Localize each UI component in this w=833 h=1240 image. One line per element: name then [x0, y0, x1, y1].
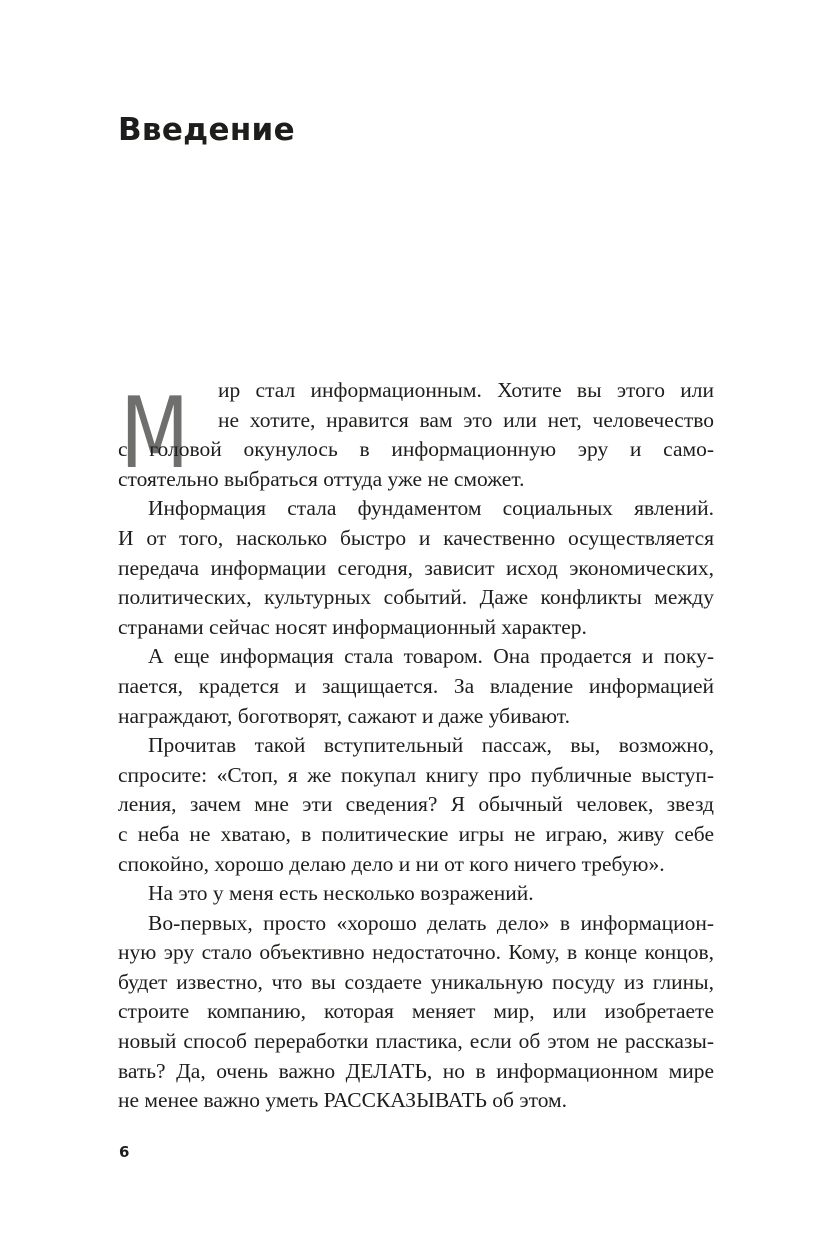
text-line: спокойно, хорошо делаю дело и ни от кого ничего требую». — [118, 851, 665, 876]
text-line: Прочитав такой вступительный пассаж, вы, возможно, — [148, 733, 714, 758]
paragraph — [118, 879, 714, 909]
text-line: странами сейчас носят информационный характер. — [118, 614, 587, 639]
text-line: На это у меня есть несколько возражений. — [148, 881, 534, 906]
text-line: политических, культурных событий. Даже конфликты между — [118, 585, 714, 610]
text-line: не менее важно уметь РАССКАЗЫВАТЬ об этом. — [118, 1088, 568, 1113]
page-number: 6 — [119, 1143, 130, 1161]
text-line: Во-первых, просто «хорошо делать дело» в информацион- — [148, 910, 714, 935]
drop-cap-letter: М — [120, 377, 190, 491]
text-line: пается, крадется и защищается. За владение информацией — [118, 673, 714, 698]
paragraph — [118, 494, 714, 642]
text-line: Информация стала фундаментом социальных явлений. — [148, 496, 714, 521]
text-line: будет известно, что вы создаете уникальную посуду из глины, — [118, 969, 714, 994]
text-line: с неба не хватаю, в политические игры не играю, живу себе — [118, 821, 714, 846]
text-line: ления, зачем мне эти сведения? Я обычный человек, звезд — [118, 792, 714, 817]
paragraph — [118, 731, 714, 879]
paragraph — [118, 642, 714, 731]
text-line: А еще информация стала товаром. Она продается и поку- — [148, 644, 714, 669]
text-line: строите компанию, которая меняет мир, или изобретаете — [118, 999, 714, 1024]
text-line: стоятельно выбраться оттуда уже не сможет. — [118, 466, 525, 491]
paragraph — [118, 909, 714, 1116]
text-line: передача информации сегодня, зависит исход экономических, — [118, 555, 714, 580]
body-text — [118, 376, 714, 1116]
chapter-title: Введение — [118, 112, 295, 148]
paragraph — [118, 376, 714, 494]
text-line: награждают, боготворят, сажают и даже убивают. — [118, 703, 570, 728]
text-line: ную эру стало объективно недостаточно. Кому, в конце концов, — [118, 940, 714, 965]
text-line: спросите: «Стоп, я же покупал книгу про публичные выступ- — [118, 762, 714, 787]
text-line: И от того, насколько быстро и качественно осуществляется — [118, 525, 714, 550]
text-line: вать? Да, очень важно ДЕЛАТЬ, но в информационном мире — [118, 1058, 714, 1083]
text-line: не хотите, нравится вам это или нет, человечество — [218, 407, 714, 432]
text-line: с головой окунулось в информационную эру и само- — [118, 437, 714, 462]
text-line: новый способ переработки пластика, если об этом не рассказы- — [118, 1029, 714, 1054]
text-line: ир стал информационным. Хотите вы этого или — [218, 378, 714, 402]
